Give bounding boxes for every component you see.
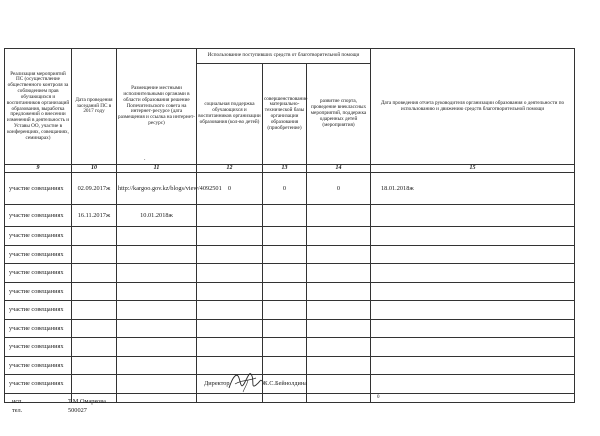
table-row <box>5 282 575 301</box>
cell-material-base <box>263 338 307 357</box>
cell-sport-events <box>307 227 371 246</box>
cell-meeting-date <box>72 301 117 320</box>
signature-name: Ж.С.Бейнолдина <box>262 380 308 387</box>
cell-activity: участие совещаниях <box>5 319 72 338</box>
cell-internet-link <box>117 264 197 283</box>
cell-meeting-date <box>72 245 117 264</box>
header-col-14: развитие спорта, проведение внеклассных мероприятий, поддержка одаренных детей (мероприятия) <box>307 64 371 165</box>
cell-material-base <box>263 205 307 227</box>
cell-material-base <box>263 227 307 246</box>
header-col-10: Дата проведения заседаний ПС в 2017 году <box>72 49 117 165</box>
column-number: 15 <box>371 165 575 173</box>
phone-value: 500027 <box>68 407 87 414</box>
cell-sport-events <box>307 282 371 301</box>
cell-sport-events <box>307 264 371 283</box>
column-numbers-row <box>5 165 575 173</box>
column-number: 10 <box>72 165 117 173</box>
table-row <box>5 227 575 246</box>
cell-sport-events: 0 <box>307 173 371 205</box>
column-number: 9 <box>5 165 72 173</box>
signature-role: Директор <box>204 380 230 387</box>
cell-activity: участие совещаниях <box>5 356 72 375</box>
cell-sport-events <box>307 245 371 264</box>
cell-activity: участие совещаниях <box>5 338 72 357</box>
table-row <box>5 264 575 283</box>
cell-material-base <box>263 264 307 283</box>
cell-activity: участие совещаниях <box>5 227 72 246</box>
header-col-11: Размещение местными исполнительными органами в области образования решение Попечительского совета на интернет-ресурсе (дата размещения и ссылка на интернет-ресурс) <box>117 49 197 165</box>
cell-internet-link <box>117 301 197 320</box>
table-row <box>5 205 575 227</box>
cell-report-date <box>371 301 575 320</box>
cell-sport-events <box>307 319 371 338</box>
cell-meeting-date <box>72 319 117 338</box>
column-number: 12 <box>197 165 263 173</box>
cell-material-base <box>263 282 307 301</box>
column-number: 11 <box>117 165 197 173</box>
cell-report-date <box>371 245 575 264</box>
cell-meeting-date: 16.11.2017ж <box>72 205 117 227</box>
cell-social-support <box>197 205 263 227</box>
cell-report-date: 0 <box>371 393 575 402</box>
cell-report-date <box>371 227 575 246</box>
cell-activity: участие совещаниях <box>5 245 72 264</box>
cell-material-base <box>263 245 307 264</box>
cell-material-base <box>263 319 307 338</box>
cell-social-support <box>197 338 263 357</box>
document-footer <box>0 372 600 436</box>
cell-report-date <box>371 264 575 283</box>
header-col-13: совершенствование материально-технической базы организации образования (приобретение) <box>263 64 307 165</box>
table-row <box>5 338 575 357</box>
table-row <box>5 301 575 320</box>
header-row-1 <box>5 49 575 64</box>
cell-internet-link: 10.01.2018ж <box>117 205 197 227</box>
report-table <box>4 48 575 403</box>
cell-internet-link <box>117 338 197 357</box>
header-col-9: Реализация мероприятий ПС (осуществление общественного контроля за соблюдением прав обучающихся и воспитанников организаций образования, выработка предложений о внесении изменений в деятельность и Уставы ОО, участие в конференциях, совещаниях, семинарах) <box>5 49 72 165</box>
cell-report-date <box>371 205 575 227</box>
header-col-12: социальная поддержка обучающихся и воспитанников организации образования (кол-во детей) <box>197 64 263 165</box>
cell-activity: участие совещаниях <box>5 282 72 301</box>
cell-internet-link <box>117 227 197 246</box>
cell-sport-events <box>307 205 371 227</box>
cell-internet-link <box>117 282 197 301</box>
column-number: 13 <box>263 165 307 173</box>
cell-meeting-date <box>72 264 117 283</box>
cell-report-date <box>371 282 575 301</box>
cell-internet-link <box>117 319 197 338</box>
cell-social-support <box>197 282 263 301</box>
cell-sport-events <box>307 301 371 320</box>
cell-activity: участие совещаниях <box>5 375 72 394</box>
cell-internet-link <box>117 245 197 264</box>
cell-meeting-date <box>72 282 117 301</box>
cell-activity: участие совещаниях <box>5 205 72 227</box>
cell-meeting-date <box>72 338 117 357</box>
table-row <box>5 319 575 338</box>
column-number: 14 <box>307 165 371 173</box>
cell-internet-link: http://kargoo.gov.kz/blogs/view/4092501 <box>117 173 197 205</box>
cell-material-base <box>263 301 307 320</box>
table-row <box>5 173 575 205</box>
table-row <box>5 245 575 264</box>
cell-activity: участие совещаниях <box>5 264 72 283</box>
cell-social-support <box>197 264 263 283</box>
cell-social-support <box>197 319 263 338</box>
header-col-15: Дата проведения отчета руководителя организации образования о деятельности по использованию и движению средств благотворительной помощи <box>371 49 575 165</box>
cell-report-date <box>371 319 575 338</box>
cell-meeting-date: 02.09.2017ж <box>72 173 117 205</box>
cell-social-support: 0 <box>197 173 263 205</box>
cell-activity: участие совещаниях <box>5 173 72 205</box>
cell-social-support <box>197 227 263 246</box>
phone-label: тел. <box>12 407 23 414</box>
cell-social-support <box>197 301 263 320</box>
header-group-charity: Использование поступивших средств от благотворительной помощи <box>197 49 371 64</box>
cell-material-base: 0 <box>263 173 307 205</box>
cell-report-date: 18.01.2018ж <box>371 173 575 205</box>
cell-meeting-date <box>72 227 117 246</box>
cell-sport-events <box>307 338 371 357</box>
cell-report-date <box>371 338 575 357</box>
cell-social-support <box>197 245 263 264</box>
cell-activity: участие совещаниях <box>5 301 72 320</box>
stray-mark: . <box>144 156 146 162</box>
executor-name: Т.М.Омаркова <box>68 398 106 405</box>
executor-label: исп. <box>12 398 24 405</box>
